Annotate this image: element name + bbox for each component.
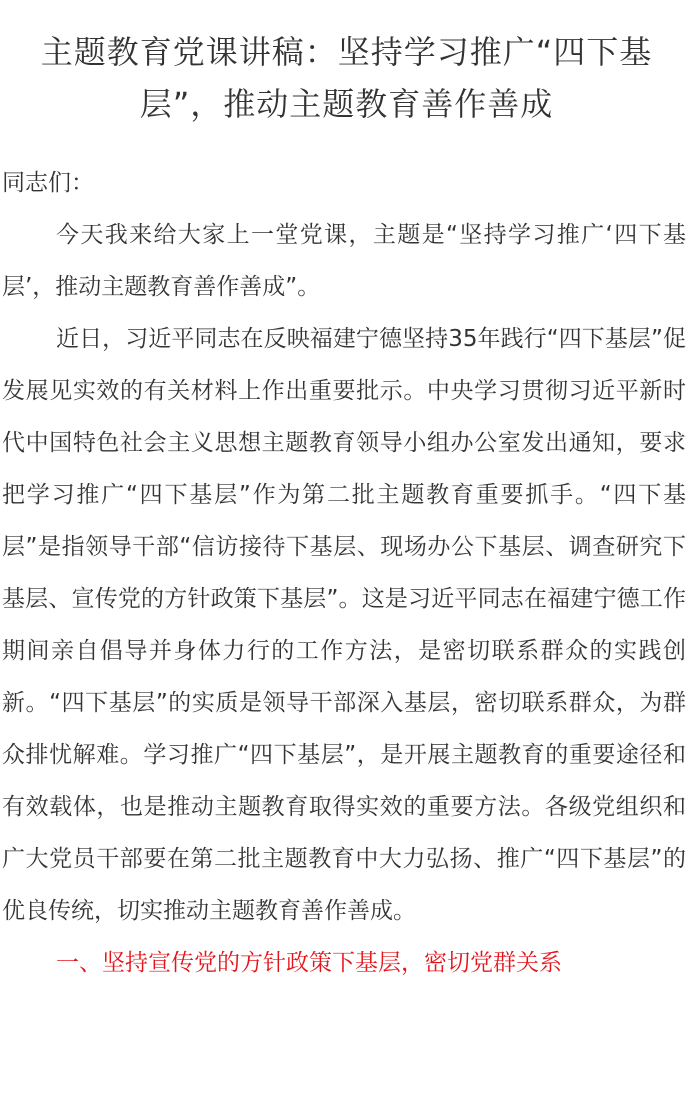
salutation: 同志们：	[2, 170, 94, 196]
paragraph-main: 近日，习近平同志在反映福建宁德坚持35年践行“四下基层”促发展见实效的有关材料上作出重要批示。中央学习贯彻习近平新时代中国特色社会主义思想主题教育领导小组办公室发出通知，要求把学习推广“四下基层”作为第二批主题教育重要抓手。“四下基层”是指领导干部“信访接待下基层、现场办公下基层、调查研究下基层、宣传党的方针政策下基层”。这是习近平同志在福建宁德工作期间亲自倡导并身体力行的工作方法，是密切联系群众的实践创新。“四下基层”的实质是领导干部深入基层，密切联系群众，为群众排忧解难。学习推广“四下基层”，是开展主题教育的重要途径和有效载体，也是推动主题教育取得实效的重要方法。各级党组织和广大党员干部要在第二批主题教育中大力弘扬、推广“四下基层”的优良传统，切实推动主题教育善作善成。	[2, 326, 686, 924]
article-title: 主题教育党课讲稿：坚持学习推广“四下基层”，推动主题教育善作善成	[40, 33, 653, 123]
article-body	[2, 157, 686, 989]
paragraph-intro: 今天我来给大家上一堂党课，主题是“坚持学习推广‘四下基层’，推动主题教育善作善成”。	[2, 222, 686, 300]
section-heading: 一、坚持宣传党的方针政策下基层，密切党群关系	[56, 950, 562, 976]
